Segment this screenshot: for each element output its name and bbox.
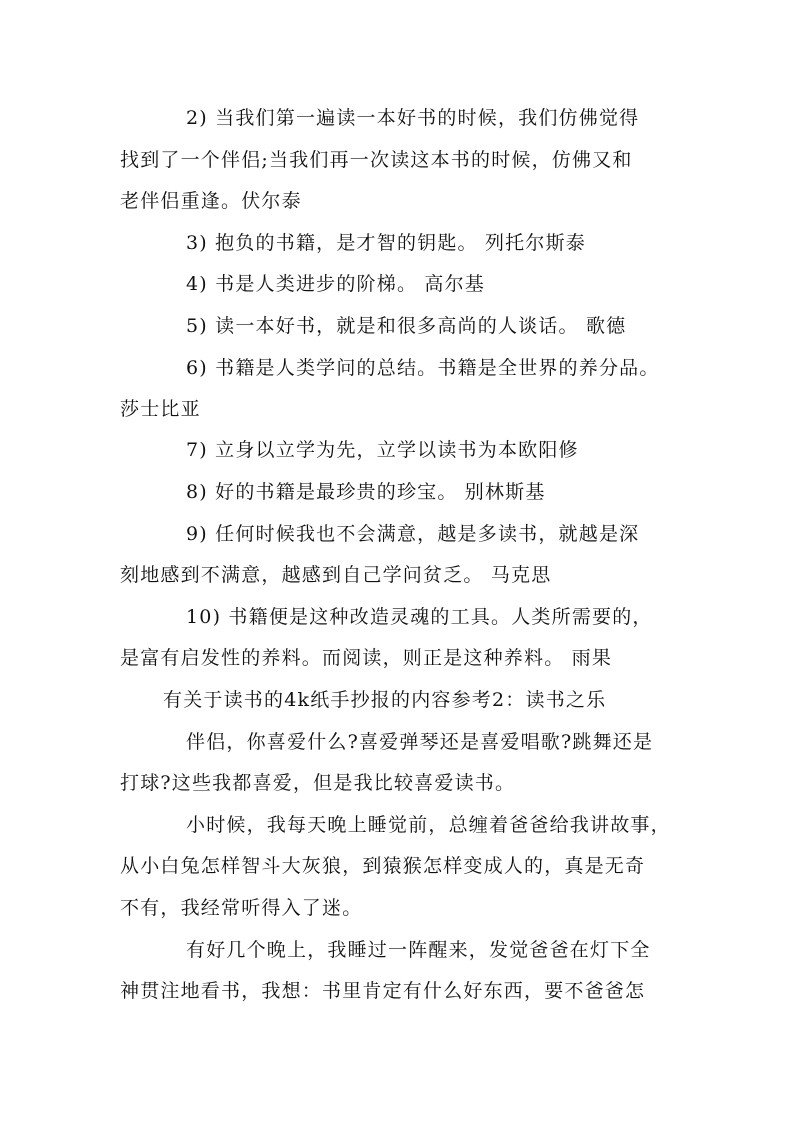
quote-10-line-1: 10) 书籍便是这种改造灵魂的工具。人类所需要的， <box>186 606 653 628</box>
quote-9-line-2: 刻地感到不满意，越感到自己学问贫乏。 马克思 <box>120 564 552 586</box>
quote-6-line-1: 6) 书籍是人类学问的总结。书籍是全世界的养分品。 <box>186 357 660 379</box>
quote-9-line-1: 9) 任何时候我也不会满意，越是多读书，就越是深 <box>186 523 640 545</box>
paragraph-3-line-1: 有好几个晚上，我睡过一阵醒来，发觉爸爸在灯下全 <box>186 939 651 961</box>
quote-5: 5) 读一本好书，就是和很多高尚的人谈话。 歌德 <box>186 315 627 337</box>
quote-2-line-2: 找到了一个伴侣;当我们再一次读这本书的时候，仿佛又和 <box>120 149 633 171</box>
quote-2-line-3: 老伴侣重逢。伏尔泰 <box>120 190 302 212</box>
paragraph-2-line-3: 不有，我经常听得入了迷。 <box>120 897 363 919</box>
paragraph-3-line-2: 神贯注地看书，我想：书里肯定有什么好东西，要不爸爸怎 <box>120 980 646 1002</box>
quote-4: 4) 书是人类进步的阶梯。 高尔基 <box>186 273 485 295</box>
section-heading: 有关于读书的4k纸手抄报的内容参考2：读书之乐 <box>163 689 607 711</box>
quote-10-line-2: 是富有启发性的养料。而阅读，则正是这种养料。 雨果 <box>120 647 613 669</box>
quote-6-line-2: 莎士比亚 <box>120 398 201 420</box>
quote-7: 7) 立身以立学为先，立学以读书为本欧阳修 <box>186 439 579 461</box>
quote-8: 8) 好的书籍是最珍贵的珍宝。 别林斯基 <box>186 481 546 503</box>
quote-3: 3) 抱负的书籍，是才智的钥匙。 列托尔斯泰 <box>186 232 586 254</box>
paragraph-2-line-2: 从小白兔怎样智斗大灰狼，到猿猴怎样变成人的，真是无奇 <box>120 855 646 877</box>
paragraph-2-line-1: 小时候，我每天晚上睡觉前，总缠着爸爸给我讲故事， <box>186 814 671 836</box>
quote-2-line-1: 2) 当我们第一遍读一本好书的时候，我们仿佛觉得 <box>186 107 640 129</box>
paragraph-1-line-2: 打球?这些我都喜爱，但是我比较喜爱读书。 <box>120 772 516 794</box>
paragraph-1-line-1: 伴侣，你喜爱什么?喜爱弹琴还是喜爱唱歌?跳舞还是 <box>186 731 654 753</box>
